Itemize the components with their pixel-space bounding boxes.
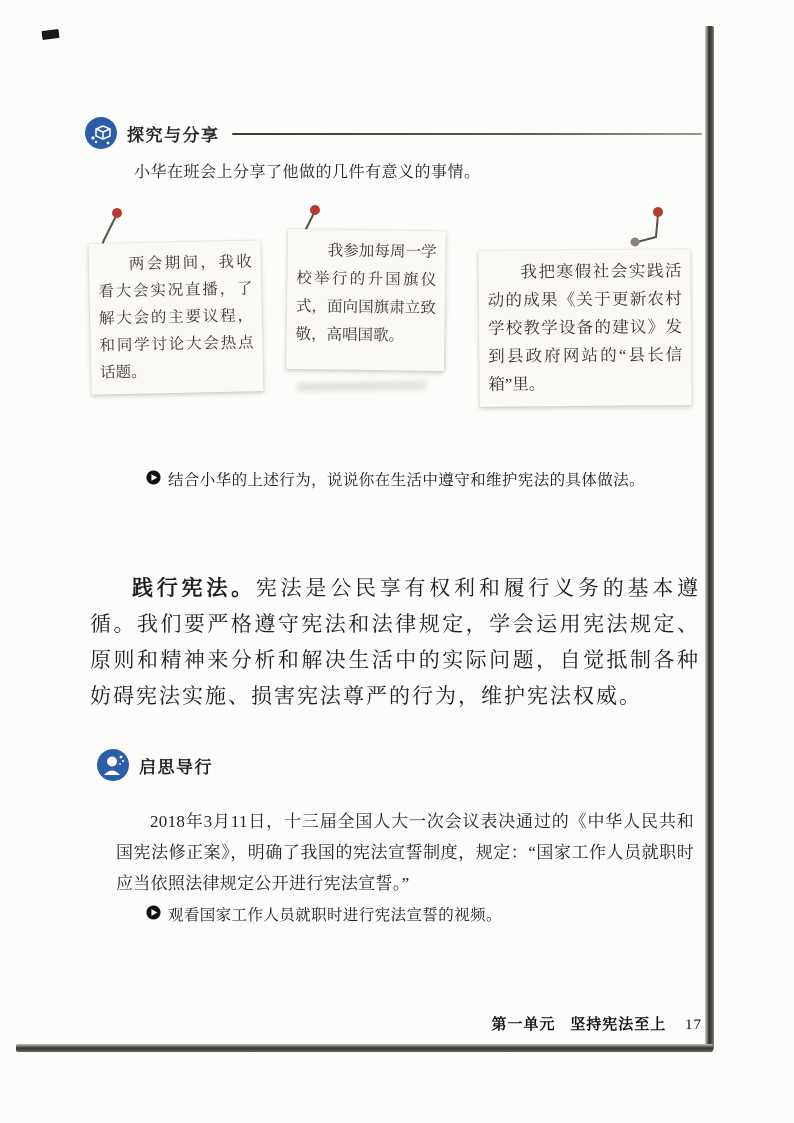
header-rule-line — [232, 133, 703, 135]
explore-share-icon — [84, 116, 118, 150]
guide-icon — [96, 748, 130, 782]
explore-intro-text: 小华在班会上分享了他做的几件有意义的事情。 — [134, 164, 481, 181]
footer-page-number: 17 — [685, 1017, 702, 1033]
guide-title: 启思导行 — [139, 757, 213, 777]
scan-edge-right — [705, 26, 714, 1050]
explore-share-title: 探究与分享 — [127, 125, 220, 145]
guide-task — [146, 903, 676, 925]
student-note-3 — [478, 249, 691, 407]
scan-mark — [42, 29, 60, 40]
student-note-2-text: 我参加每周一学校举行的升国旗仪式，面向国旗肃立致敬，高唱国歌。 — [295, 242, 437, 345]
page-footer — [491, 1013, 702, 1034]
explore-task — [146, 468, 676, 490]
scan-edge-bottom — [16, 1044, 713, 1052]
student-note-3-text: 我把寒假社会实践活动的成果《关于更新农村学校教学设备的建议》发到县政府网站的“县长信箱”里。 — [487, 261, 683, 394]
guide-paragraph: 2018年3月11日，十三届全国人大一次会议表决通过的《中华人民共和国宪法修正案》，明确了我国的宪法宣誓制度，规定：“国家工作人员就职时应当依照法律规定公开进行宪法宣誓。” — [116, 812, 694, 893]
footer-chapter: 坚持宪法至上 — [570, 1017, 667, 1033]
guide-task-text: 观看国家工作人员就职时进行宪法宣誓的视频。 — [168, 907, 502, 924]
body-paragraph-lead: 践行宪法。 — [132, 576, 256, 600]
scan-smudge — [298, 381, 426, 391]
play-bullet-icon — [146, 905, 161, 920]
footer-unit: 第一单元 — [491, 1017, 556, 1033]
explore-share-header — [84, 116, 702, 150]
explore-task-text: 结合小华的上述行为，说说你在生活中遵守和维护宪法的具体做法。 — [168, 472, 646, 489]
student-note-2 — [286, 229, 446, 371]
guide-header — [96, 748, 213, 782]
student-note-1 — [88, 240, 263, 395]
student-note-1-text: 两会期间，我收看大会实况直播，了解大会的主要议程，和同学讨论大会热点话题。 — [98, 253, 254, 382]
play-bullet-icon — [146, 470, 161, 485]
body-paragraph-text: 宪法是公民享有权利和履行义务的基本遵循。我们要严格遵守宪法和法律规定，学会运用宪法规定、原则和精神来分析和解决生活中的实际问题，自觉抵制各种妨碍宪法实施、损害宪法尊严的行为，维护宪法权威。 — [90, 576, 701, 708]
body-paragraph — [90, 570, 700, 714]
